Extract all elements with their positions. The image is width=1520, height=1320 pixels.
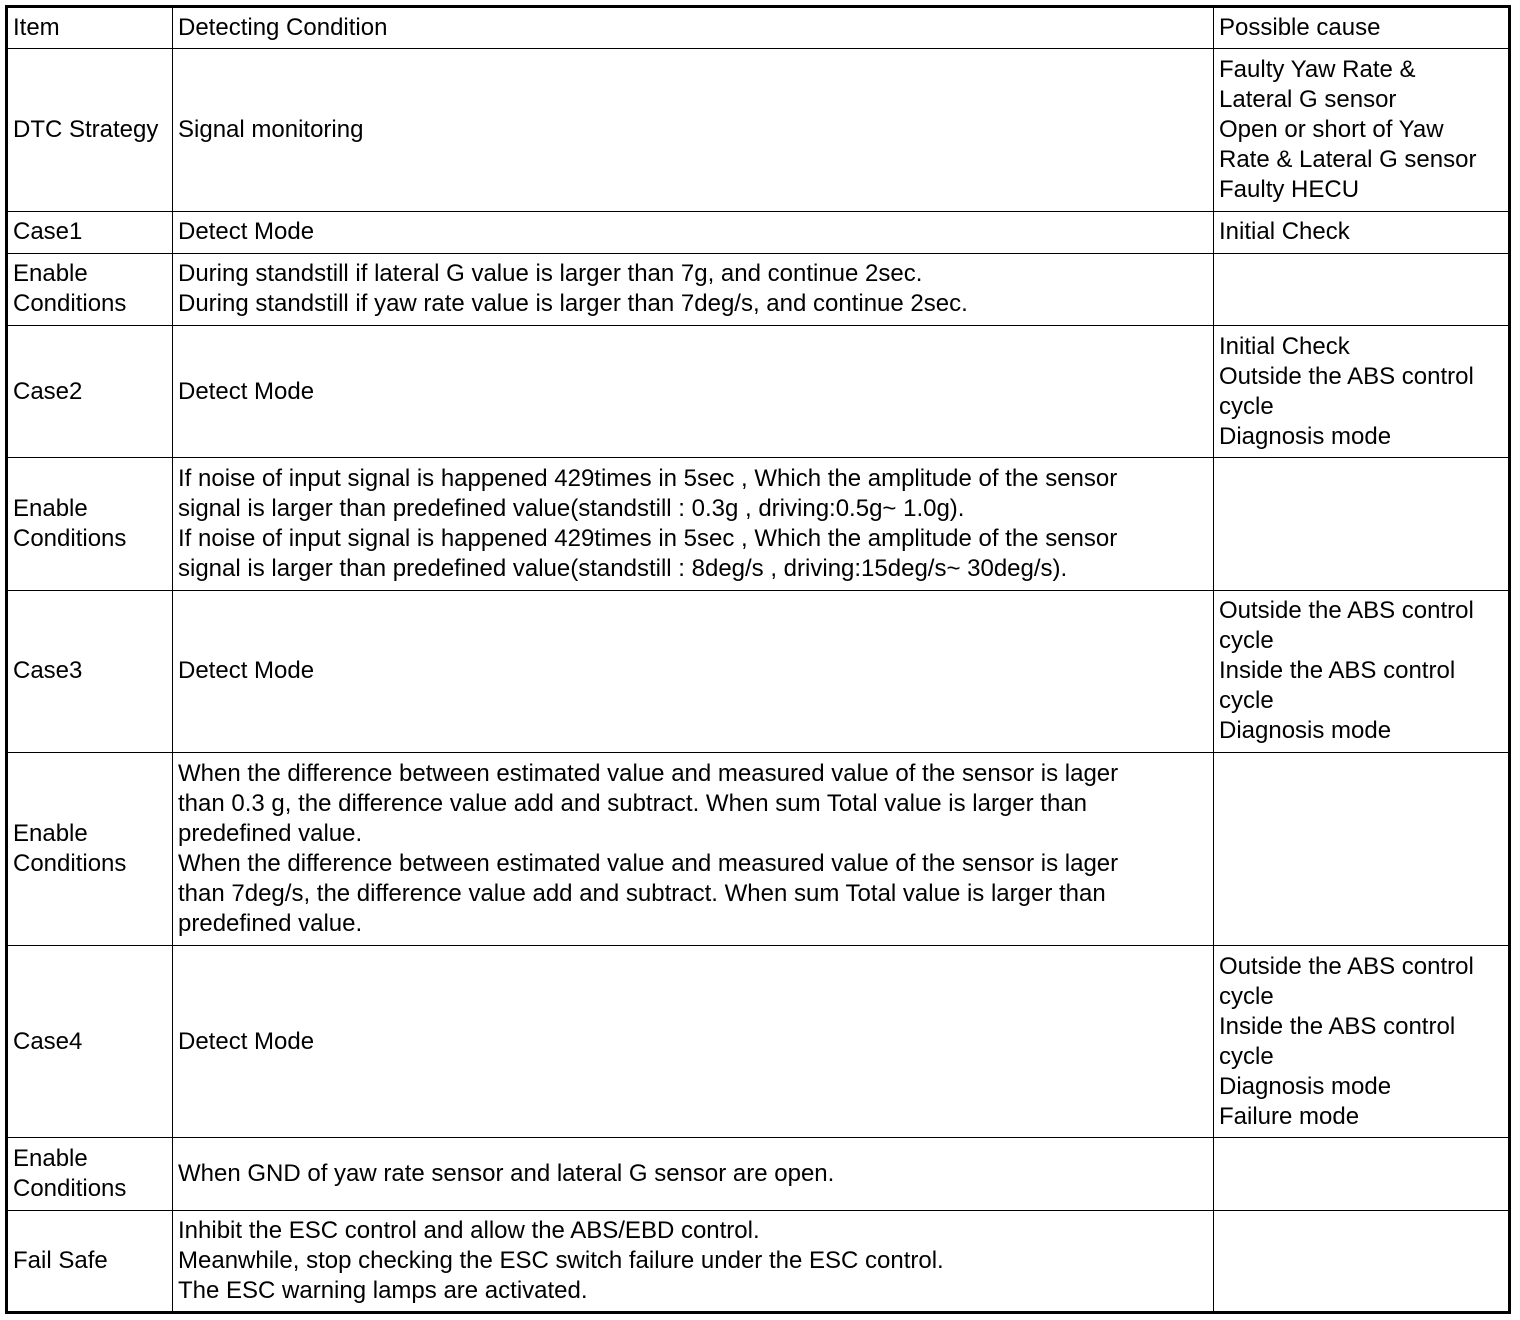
cell-text-line: Conditions bbox=[13, 290, 127, 318]
cell-text-line: Meanwhile, stop checking the ESC switch failure under the ESC control. bbox=[178, 1246, 944, 1274]
cell-text-line: Faulty HECU bbox=[1219, 175, 1360, 203]
item-cell bbox=[7, 1138, 173, 1210]
item-cell bbox=[7, 458, 173, 590]
cause-cell bbox=[1214, 325, 1510, 457]
condition-cell bbox=[173, 1138, 1214, 1210]
condition-cell bbox=[173, 253, 1214, 325]
cell-text-line: Case1 bbox=[13, 218, 83, 246]
cell-text-line: If noise of input signal is happened 429times in 5sec , Which the amplitude of the sensor bbox=[178, 465, 1118, 493]
condition-cell bbox=[173, 325, 1214, 457]
table-row bbox=[7, 590, 1510, 752]
cell-text-line: Outside the ABS control bbox=[1219, 362, 1474, 390]
cell-text-line: Enable bbox=[13, 1144, 88, 1172]
cell-text-line: Fail Safe bbox=[13, 1246, 108, 1274]
cause-cell bbox=[1214, 753, 1510, 946]
cell-text-line: Rate & Lateral G sensor bbox=[1219, 145, 1477, 173]
dtc-strategy-table bbox=[5, 5, 1511, 1314]
cell-text-line: Detect Mode bbox=[178, 218, 315, 246]
cell-text-line: cycle bbox=[1219, 392, 1274, 420]
cell-text-line: predefined value. bbox=[178, 820, 363, 847]
cell-text-line: cycle bbox=[1219, 627, 1274, 655]
table-row bbox=[7, 325, 1510, 457]
cell-text-line: Conditions bbox=[13, 1174, 127, 1202]
cell-text-line: signal is larger than predefined value(standstill : 0.3g , driving:0.5g~ 1.0g). bbox=[178, 495, 965, 523]
cell-text-line: Initial Check bbox=[1219, 332, 1350, 360]
cell-text-line: Outside the ABS control bbox=[1219, 597, 1474, 625]
item-cell bbox=[7, 945, 173, 1138]
item-cell bbox=[7, 253, 173, 325]
table-row bbox=[7, 49, 1510, 211]
cell-text-line: Case2 bbox=[13, 377, 83, 405]
cell-text-line: Initial Check bbox=[1219, 218, 1350, 246]
cell-text-line: Outside the ABS control bbox=[1219, 952, 1474, 980]
cell-text-line: Enable bbox=[13, 260, 88, 288]
table-row bbox=[7, 1138, 1510, 1210]
cause-cell bbox=[1214, 458, 1510, 590]
cell-text-line: predefined value. bbox=[178, 910, 363, 937]
cause-cell bbox=[1214, 1210, 1510, 1312]
cell-text-line: Detect Mode bbox=[178, 1027, 315, 1055]
table-row bbox=[7, 458, 1510, 590]
header-row bbox=[7, 7, 1510, 49]
cause-cell bbox=[1214, 590, 1510, 752]
item-cell bbox=[7, 590, 173, 752]
table-row bbox=[7, 253, 1510, 325]
cell-text-line: DTC Strategy bbox=[13, 115, 159, 143]
cell-text-line: Signal monitoring bbox=[178, 115, 364, 143]
condition-cell bbox=[173, 753, 1214, 946]
cell-text-line: signal is larger than predefined value(standstill : 8deg/s , driving:15deg/s~ 30deg/s). bbox=[178, 555, 1068, 583]
cell-text-line: Inside the ABS control bbox=[1219, 657, 1456, 685]
cell-text-line: Open or short of Yaw bbox=[1219, 115, 1444, 143]
condition-cell bbox=[173, 458, 1214, 590]
cell-text-line: Case4 bbox=[13, 1027, 83, 1055]
item-cell bbox=[7, 1210, 173, 1312]
cell-text-line: When the difference between estimated value and measured value of the sensor is lager bbox=[178, 850, 1119, 877]
cell-text-line: Conditions bbox=[13, 525, 127, 553]
cell-text-line: Failure mode bbox=[1219, 1102, 1360, 1130]
cause-cell bbox=[1214, 49, 1510, 211]
cause-cell bbox=[1214, 253, 1510, 325]
cell-text-line: When the difference between estimated value and measured value of the sensor is lager bbox=[178, 760, 1119, 787]
cause-cell bbox=[1214, 945, 1510, 1138]
item-cell bbox=[7, 211, 173, 253]
cell-text-line: cycle bbox=[1219, 982, 1274, 1010]
cell-text-line: cycle bbox=[1219, 1042, 1274, 1070]
header-possible-cause: Possible cause bbox=[1214, 7, 1510, 49]
item-cell bbox=[7, 325, 173, 457]
cell-text-line: The ESC warning lamps are activated. bbox=[178, 1276, 588, 1304]
cell-text-line: Diagnosis mode bbox=[1219, 422, 1392, 450]
cell-text-line: Conditions bbox=[13, 850, 127, 877]
condition-cell bbox=[173, 945, 1214, 1138]
item-cell bbox=[7, 753, 173, 946]
table-body bbox=[7, 7, 1510, 1313]
cell-text-line: than 0.3 g, the difference value add and subtract. When sum Total value is larger than bbox=[178, 790, 1088, 817]
cell-text-line: When GND of yaw rate sensor and lateral G sensor are open. bbox=[178, 1159, 835, 1187]
item-cell bbox=[7, 49, 173, 211]
cell-text-line: Enable bbox=[13, 820, 88, 847]
table-row bbox=[7, 211, 1510, 253]
cell-text-line: Diagnosis mode bbox=[1219, 1072, 1392, 1100]
table-row bbox=[7, 1210, 1510, 1312]
cell-text-line: If noise of input signal is happened 429times in 5sec , Which the amplitude of the sensor bbox=[178, 525, 1118, 553]
cell-text-line: Enable bbox=[13, 495, 88, 523]
condition-cell bbox=[173, 49, 1214, 211]
cell-text-line: Inhibit the ESC control and allow the ABS/EBD control. bbox=[178, 1216, 760, 1244]
cell-text-line: During standstill if lateral G value is larger than 7g, and continue 2sec. bbox=[178, 260, 923, 288]
cell-text-line: Inside the ABS control bbox=[1219, 1012, 1456, 1040]
cell-text-line: Detect Mode bbox=[178, 377, 315, 405]
cell-text-line: Faulty Yaw Rate & bbox=[1219, 55, 1416, 83]
cause-cell bbox=[1214, 211, 1510, 253]
cell-text-line: Lateral G sensor bbox=[1219, 85, 1397, 113]
condition-cell bbox=[173, 211, 1214, 253]
cell-text-line: Case3 bbox=[13, 657, 83, 685]
table-row bbox=[7, 753, 1510, 946]
cell-text-line: cycle bbox=[1219, 687, 1274, 715]
header-detecting-condition: Detecting Condition bbox=[173, 7, 1214, 49]
cell-text-line: During standstill if yaw rate value is larger than 7deg/s, and continue 2sec. bbox=[178, 290, 968, 318]
header-item: Item bbox=[7, 7, 173, 49]
cell-text-line: Detect Mode bbox=[178, 657, 315, 685]
cell-text-line: Diagnosis mode bbox=[1219, 717, 1392, 745]
condition-cell bbox=[173, 590, 1214, 752]
cell-text-line: than 7deg/s, the difference value add and subtract. When sum Total value is larger than bbox=[178, 880, 1106, 907]
cause-cell bbox=[1214, 1138, 1510, 1210]
table-row bbox=[7, 945, 1510, 1138]
condition-cell bbox=[173, 1210, 1214, 1312]
